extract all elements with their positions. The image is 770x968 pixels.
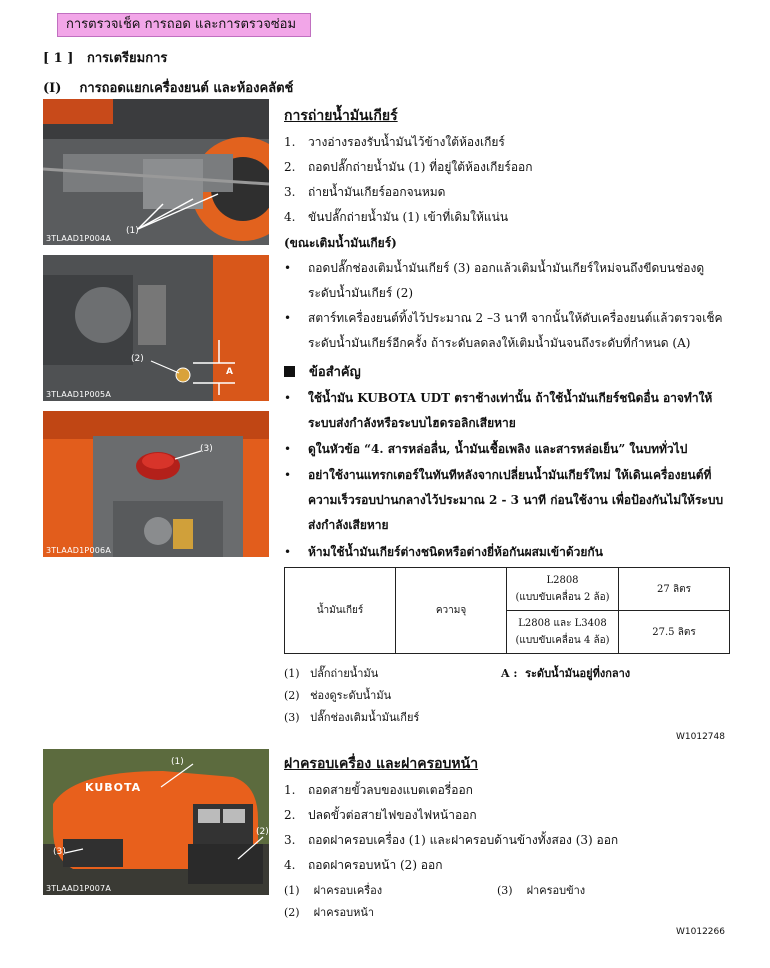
bonnet-illustration: [43, 749, 269, 895]
drain-step-1-text: วางอ่างรองรับน้ำมันไว้ข้างใต้ห้องเกียร์: [308, 135, 505, 149]
drain-step-4-text: ขันปลั๊กถ่ายน้ำมัน (1) เข้าที่เดิมให้แน่น: [308, 210, 509, 224]
legend-num: (3): [497, 884, 513, 897]
section-title: [43, 47, 167, 68]
bullet-dot-icon: •: [284, 545, 292, 559]
notice-title: [284, 361, 361, 382]
legend-num: (2): [284, 906, 300, 919]
photo3-caption: 3TLAAD1P006A: [46, 546, 112, 555]
legend-num: (3): [284, 711, 300, 724]
oil-gauge-illustration: [43, 255, 269, 401]
row-1-drive: (แบบขับเคลื่อน 2 ล้อ): [515, 592, 610, 603]
table-row-1-value: 27 ลิตร: [619, 568, 730, 611]
photo-drain-plug: [43, 99, 269, 245]
drain-doc-code: W1012748: [676, 732, 725, 742]
drain-plug-illustration: [43, 99, 269, 245]
bullet-dot-icon: •: [284, 261, 292, 275]
filling-heading: (ขณะเติมน้ำมันเกียร์): [284, 236, 397, 250]
drain-step-2-num: 2.: [284, 160, 296, 174]
covers-legend-3: [497, 881, 585, 899]
subsection-title-text: การถอดแยกเครื่องยนต์ และห้องคลัตช์: [79, 81, 294, 96]
legend-num: (1): [284, 884, 300, 897]
legend-a-text: ระดับน้ำมันอยู่ที่งกลาง: [525, 667, 631, 680]
covers-doc-code: W1012266: [676, 927, 725, 937]
legend-text: ปลั๊กถ่ายน้ำมัน: [310, 667, 379, 680]
covers-legend-2: [284, 903, 374, 921]
legend-num: (1): [284, 667, 300, 680]
photo1-callout-1: (1): [126, 226, 139, 236]
table-row-2-model: [507, 611, 619, 654]
filling-bullet-1-text: ถอดปลั๊กช่องเติมน้ำมันเกียร์ (3) ออกแล้วเติมน้ำมันเกียร์ใหม่จนถึงขีดบนช่องดูระดับน้ำมันเกียร์ (2): [308, 261, 705, 300]
photo4-callout-2: (2): [256, 827, 269, 837]
photo4-brand: KUBOTA: [85, 781, 142, 794]
photo-oil-gauge: [43, 255, 269, 401]
legend-text: ฝาครอบเครื่อง: [313, 884, 383, 897]
drain-step-3-text: ถ่ายน้ำมันเกียร์ออกจนหมด: [308, 185, 446, 199]
fill-plug-illustration: [43, 411, 269, 557]
legend-text: ฝาครอบข้าง: [526, 884, 586, 897]
notice-title-text: ข้อสำคัญ: [309, 365, 361, 380]
covers-step-1-text: ถอดสายขั้วลบของแบตเตอรี่ออก: [308, 783, 473, 797]
notice-square-icon: [284, 366, 295, 377]
photo2-callout-2: (2): [131, 354, 144, 364]
covers-step-3-num: 3.: [284, 833, 296, 847]
drain-step-4-num: 4.: [284, 210, 296, 224]
covers-step-4-num: 4.: [284, 858, 296, 872]
legend-num: (2): [284, 689, 300, 702]
subsection-number: (I): [43, 81, 62, 96]
covers-step-1-num: 1.: [284, 783, 296, 797]
bullet-dot-icon: •: [284, 442, 292, 456]
drain-step-2-text: ถอดปลั๊กถ่ายน้ำมัน (1) ที่อยู่ใต้ห้องเกียร์ออก: [308, 160, 533, 174]
table-row-2-value: 27.5 ลิตร: [619, 611, 730, 654]
legend-text: ช่องดูระดับน้ำมัน: [310, 689, 392, 702]
photo2-callout-a: A: [226, 367, 233, 377]
chapter-banner: การตรวจเช็ค การถอด และการตรวจซ่อม: [57, 13, 311, 37]
notice-bullet-1-text: ใช้น้ำมัน KUBOTA UDT ตราช้างเท่านั้น ถ้าใช้น้ำมันเกียร์ชนิดอื่น อาจทำให้ระบบส่งกำลังหรือระบบไฮดรอลิกเสียหาย: [308, 391, 713, 430]
capacity-table: [284, 567, 730, 654]
notice-bullet-3-text: อย่าใช้งานแทรกเตอร์ในทันทีหลังจากเปลี่ยนน้ำมันเกียร์ใหม่ ให้เดินเครื่องยนต์ที่ความเร็วรอบปานกลางไว้ประมาณ 2 - 3 นาที ก่อนใช้งาน เพื่อป้องกันไม่ให้ระบบส่งกำลังเสียหาย: [308, 468, 724, 532]
covers-step-3-text: ถอดฝาครอบเครื่อง (1) และฝาครอบด้านข้างทั้งสอง (3) ออก: [308, 833, 619, 847]
filling-bullet-2-text: สตาร์ทเครื่องยนต์ทิ้งไว้ประมาณ 2 –3 นาที จากนั้นให้ดับเครื่องยนต์แล้วตรวจเช็คระดับน้ำมันเกียร์อีกครั้ง ถ้าระดับลดลงให้เติมน้ำมันจนถึงระดับที่กำหนด (A): [308, 311, 723, 350]
photo4-caption: 3TLAAD1P007A: [46, 884, 112, 893]
covers-heading: ฝาครอบเครื่อง และฝาครอบหน้า: [284, 756, 479, 772]
photo2-caption: 3TLAAD1P005A: [46, 390, 112, 399]
table-capacity-label: ความจุ: [396, 568, 507, 654]
legend-text: ฝาครอบหน้า: [313, 906, 375, 919]
covers-legend-1: [284, 881, 382, 899]
drain-legend-2: [284, 686, 391, 704]
subsection-title: [43, 77, 293, 98]
drain-legend-a: [501, 664, 630, 682]
drain-legend-3: [284, 708, 419, 726]
table-row-1-model: [507, 568, 619, 611]
photo1-caption: 3TLAAD1P004A: [46, 234, 112, 243]
bullet-dot-icon: •: [284, 311, 292, 325]
legend-a-num: A :: [501, 667, 518, 680]
bullet-dot-icon: •: [284, 468, 292, 482]
bullet-dot-icon: •: [284, 391, 292, 405]
photo-fill-plug: [43, 411, 269, 557]
legend-text: ปลั๊กช่องเติมน้ำมันเกียร์: [310, 711, 420, 724]
photo4-callout-1: (1): [171, 757, 184, 767]
drain-heading: การถ่ายน้ำมันเกียร์: [284, 108, 398, 124]
section-number: [ 1 ]: [43, 51, 74, 66]
photo-bonnet: [43, 749, 269, 895]
row-2-drive: (แบบขับเคลื่อน 4 ล้อ): [515, 635, 610, 646]
covers-step-2-text: ปลดขั้วต่อสายไฟของไฟหน้าออก: [308, 808, 477, 822]
covers-step-2-num: 2.: [284, 808, 296, 822]
photo4-callout-3: (3): [53, 847, 66, 857]
notice-bullet-4-text: ห้ามใช้น้ำมันเกียร์ต่างชนิดหรือต่างยี่ห้อกันผสมเข้าด้วยกัน: [308, 545, 603, 559]
drain-step-1-num: 1.: [284, 135, 296, 149]
row-1-model: L2808: [546, 575, 579, 586]
row-2-model: L2808 และ L3408: [518, 618, 607, 629]
drain-step-3-num: 3.: [284, 185, 296, 199]
notice-bullet-2-text: ดูในหัวข้อ “4. สารหล่อลื่น, น้ำมันเชื้อเพลิง และสารหล่อเย็น” ในบททั่วไป: [308, 442, 688, 456]
drain-legend-1: [284, 664, 378, 682]
covers-step-4-text: ถอดฝาครอบหน้า (2) ออก: [308, 858, 443, 872]
table-oil-label: น้ำมันเกียร์: [285, 568, 396, 654]
photo3-callout-3: (3): [200, 444, 213, 454]
section-title-text: การเตรียมการ: [86, 51, 168, 66]
